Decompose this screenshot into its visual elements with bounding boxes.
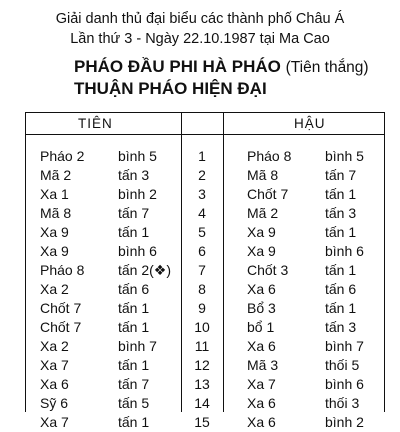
header-second-player: HẬU: [294, 116, 326, 131]
first-player-move: tấn 5: [118, 395, 150, 411]
move-number: 1: [198, 148, 206, 164]
first-player-piece: Xa 7: [40, 414, 69, 430]
second-player-piece: Xa 9: [247, 224, 276, 240]
second-player-move: bình 6: [325, 376, 364, 392]
tournament-name: Giải danh thủ đại biểu các thành phố Châu Á: [55, 11, 345, 27]
first-player-piece: Xa 2: [40, 338, 69, 354]
first-player-move: bình 6: [118, 243, 157, 259]
first-player-move: tấn 7: [118, 205, 150, 221]
table-row: [26, 375, 384, 394]
first-player-piece: Xa 1: [40, 186, 69, 202]
table-row: [26, 356, 384, 375]
move-number: 3: [198, 186, 206, 202]
table-row: [26, 394, 384, 413]
table-row: [26, 299, 384, 318]
first-player-move: tấn 7: [118, 376, 150, 392]
move-number: 4: [198, 205, 206, 221]
opening-name: PHÁO ĐẦU PHI HÀ PHÁO: [74, 57, 281, 76]
second-player-piece: Xa 6: [247, 338, 276, 354]
second-player-move: bình 5: [325, 148, 364, 164]
first-player-move: bình 7: [118, 338, 157, 354]
second-player-move: tấn 1: [325, 224, 357, 240]
second-player-piece: Chốt 3: [247, 262, 289, 278]
second-player-piece: Bổ 3: [247, 300, 276, 316]
table-row: [26, 242, 384, 261]
table-row: [26, 147, 384, 166]
move-number: 8: [198, 281, 206, 297]
table-row: [26, 185, 384, 204]
moves-table: [25, 112, 385, 430]
move-number: 6: [198, 243, 206, 259]
second-player-move: tấn 3: [325, 319, 357, 335]
second-player-move: thối 5: [325, 357, 360, 373]
second-player-move: bình 7: [325, 338, 364, 354]
first-player-piece: Xa 2: [40, 281, 69, 297]
first-player-move: tấn 2(❖): [118, 262, 172, 278]
tournament-date: Lần thứ 3 - Ngày 22.10.1987 tại Ma Cao: [70, 31, 330, 47]
first-player-move: tấn 1: [118, 319, 150, 335]
first-player-move: tấn 1: [118, 224, 150, 240]
table-row: [26, 166, 384, 185]
header-first-player: TIÊN: [78, 116, 113, 131]
table-row: [26, 204, 384, 223]
second-player-move: tấn 6: [325, 281, 357, 297]
move-number: 12: [194, 357, 210, 373]
first-player-piece: Mã 8: [40, 205, 72, 221]
move-number: 2: [198, 167, 206, 183]
table-row: [26, 413, 384, 432]
move-number: 15: [194, 414, 210, 430]
second-player-move: bình 6: [325, 243, 364, 259]
second-player-piece: Mã 8: [247, 167, 279, 183]
first-player-move: tấn 3: [118, 167, 150, 183]
second-player-move: tấn 1: [325, 300, 357, 316]
first-player-piece: Xa 9: [40, 243, 69, 259]
second-player-piece: Pháo 8: [247, 148, 292, 164]
result-note: (Tiên thắng): [285, 59, 369, 76]
second-player-move: thối 3: [325, 395, 360, 411]
second-player-move: bình 2: [325, 414, 364, 430]
first-player-piece: Sỹ 6: [40, 395, 69, 411]
second-player-piece: Xa 6: [247, 281, 276, 297]
second-player-piece: Xa 6: [247, 414, 276, 430]
table-row: [26, 261, 384, 280]
first-player-piece: Pháo 8: [40, 262, 85, 278]
first-player-piece: Mã 2: [40, 167, 72, 183]
first-player-move: tấn 1: [118, 414, 150, 430]
first-player-move: tấn 1: [118, 300, 150, 316]
game-title: [74, 56, 369, 79]
move-number: 14: [194, 395, 210, 411]
move-number: 7: [198, 262, 206, 278]
second-player-piece: Xa 7: [247, 376, 276, 392]
first-player-piece: Chốt 7: [40, 319, 82, 335]
second-player-move: tấn 7: [325, 167, 357, 183]
moves-list: [26, 147, 384, 432]
first-player-piece: Xa 9: [40, 224, 69, 240]
move-number: 10: [194, 319, 210, 335]
first-player-move: tấn 1: [118, 357, 150, 373]
table-row: [26, 223, 384, 242]
first-player-piece: Xa 6: [40, 376, 69, 392]
table-row: [26, 280, 384, 299]
table-row: [26, 337, 384, 356]
move-number: 11: [194, 338, 210, 354]
second-player-piece: Chốt 7: [247, 186, 289, 202]
first-player-move: bình 5: [118, 148, 157, 164]
first-player-piece: Chốt 7: [40, 300, 82, 316]
table-row: [26, 318, 384, 337]
table-header: [26, 113, 384, 135]
first-player-move: bình 2: [118, 186, 157, 202]
second-player-move: tấn 1: [325, 186, 357, 202]
second-player-piece: Mã 3: [247, 357, 279, 373]
second-player-move: tấn 1: [325, 262, 357, 278]
second-player-piece: Mã 2: [247, 205, 279, 221]
second-player-piece: Xa 6: [247, 395, 276, 411]
second-player-piece: bổ 1: [247, 319, 275, 335]
first-player-piece: Xa 7: [40, 357, 69, 373]
move-number: 9: [198, 300, 206, 316]
second-player-piece: Xa 9: [247, 243, 276, 259]
first-player-move: tấn 6: [118, 281, 150, 297]
first-player-piece: Pháo 2: [40, 148, 85, 164]
variation-title: THUẬN PHÁO HIỆN ĐẠI: [74, 79, 267, 98]
move-number: 13: [194, 376, 210, 392]
second-player-move: tấn 3: [325, 205, 357, 221]
move-number: 5: [198, 224, 206, 240]
